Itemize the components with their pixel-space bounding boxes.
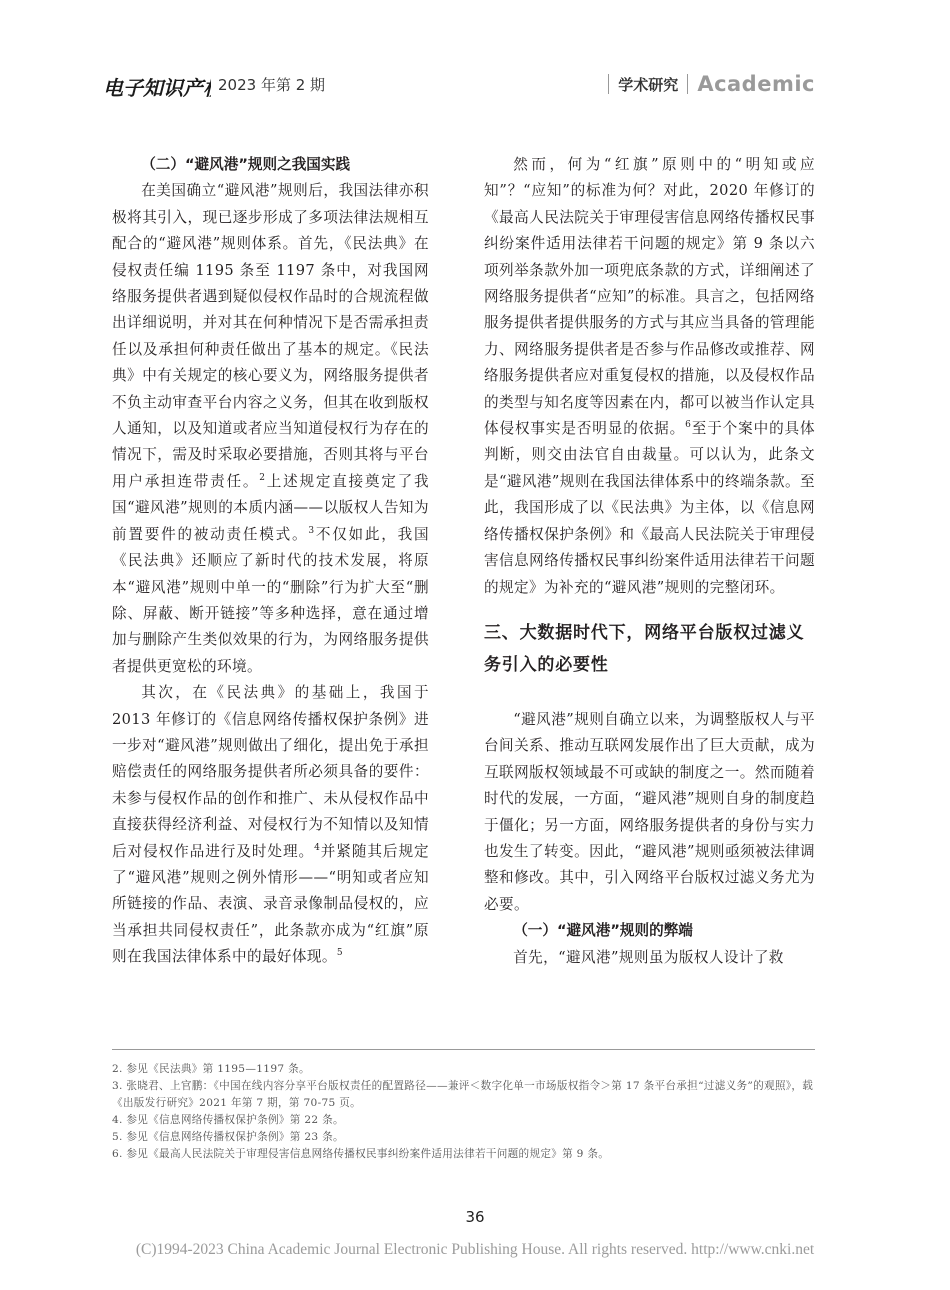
footnote-ref[interactable]: 6: [685, 420, 692, 431]
header-divider: [608, 74, 609, 94]
footnote: 5. 参见《信息网络传播权保护条例》第 23 条。: [112, 1131, 344, 1143]
left-column: [112, 152, 429, 971]
footnote-ref[interactable]: 2: [259, 473, 266, 484]
paragraph: 在美国确立“避风港”规则后，我国法律亦积极将其引入，现已逐步形成了多项法律法规相互配合的“避风港”规则体系。首先，《民法典》在侵权责任编 1195 条至 1197 条中，对我国网络服务提供者遇到疑似侵权作品时的合规流程做出详细说明，并对其在何种情况下是否需承担责任以及承担何种责任做出了基本的规定。《民法典》中有关规定的核心要义为，网络服务提供者不负主动审查平台内容之义务，但其在收到版权人通知，以及知道或者应当知道侵权行为存在的情况下，需及时采取必要措施，否则其将与平台用户承担连带责任。$^2$上述规定直接奠定了我国“避风港”规则的本质内涵——以版权人告知为前置要件的被动责任模式。$^3$不仅如此，我国《民法典》还顺应了新时代的技术发展，将原本“避风港”规则中单一的“删除”行为扩大至“删除、屏蔽、断开链接”等多种选择，意在通过增加与删除产生类似效果的行为，为网络服务提供者提供更宽松的环境。: [112, 182, 429, 675]
right-column: [484, 152, 815, 971]
header-right: [599, 69, 815, 99]
footnote-ref[interactable]: 3: [308, 525, 315, 536]
paragraph: “避风港”规则自确立以来，为调整版权人与平台间关系、推动互联网发展作出了巨大贡献，成为互联网版权领域最不可或缺的制度之一。然而随着时代的发展，一方面，“避风港”规则自身的制度趋于僵化；另一方面，网络服务提供者的身份与实力也发生了转变。因此，“避风港”规则亟须被法律调整和修改。其中，引入网络平台版权过滤义务尤为必要。: [484, 710, 815, 913]
footnote-ref[interactable]: 4: [314, 842, 321, 853]
header-divider: [687, 74, 688, 94]
copyright-notice: (C)1994-2023 China Academic Journal Electronic Publishing House. All rights reserved. http://www.cnki.net: [135, 1241, 815, 1258]
journal-logo: [103, 68, 211, 102]
section-heading: 三、大数据时代下，网络平台版权过滤义务引入的必要性: [484, 622, 805, 675]
footnote: 6. 参见《最高人民法院关于审理侵害信息网络传播权民事纠纷案件适用法律若干问题的规定》第 9 条。: [112, 1148, 610, 1160]
paragraph: 然而，何为“红旗”原则中的“明知或应知”？“应知”的标准为何？对此，2020 年修订的《最高人民法院关于审理侵害信息网络传播权民事纠纷案件适用法律若干问题的规定》第 9 条以六项列举条款外加一项兜底条款的方式，详细阐述了网络服务提供者“应知”的标准。具言之，包括网络服务提供者提供服务的方式与其应当具备的管理能力、网络服务提供者是否参与作品修改或推荐、网络服务提供者应对重复侵权的措施，以及侵权作品的类型与知名度等因素在内，都可以被当作认定具体侵权事实是否明显的依据。$^6$至于个案中的具体判断，则交由法官自由裁量。可以认为，此条文是“避风港”规则在我国法律体系中的终端条款。至此，我国形成了以《民法典》为主体，以《信息网络传播权保护条例》和《最高人民法院关于审理侵害信息网络传播权民事纠纷案件适用法律若干问题的规定》为补充的“避风港”规则的完整闭环。: [484, 156, 816, 596]
section-label: 学术研究: [618, 75, 679, 94]
subheading-drawbacks: （一）“避风港”规则的弊端: [513, 922, 693, 940]
academic-label: Academic: [697, 72, 815, 96]
paragraph: 首先，“避风港”规则虽为版权人设计了救: [513, 948, 784, 966]
subheading-practice: （二）“避风港”规则之我国实践: [141, 156, 351, 173]
page-number: 36: [465, 1208, 485, 1226]
footnote-divider: [112, 1049, 815, 1050]
footnotes: [112, 1061, 815, 1163]
footnote: 2. 参见《民法典》第 1195—1197 条。: [112, 1063, 310, 1075]
issue-label: 2023 年第 2 期: [218, 76, 326, 94]
journal-logo-text: 电子知识产权: [103, 76, 211, 100]
footnote-ref[interactable]: 5: [336, 948, 344, 959]
footnote: 4. 参见《信息网络传播权保护条例》第 22 条。: [112, 1114, 344, 1126]
footnote: 3. 张晓君、上官鹏：《中国在线内容分享平台版权责任的配置路径——兼评＜数字化单一市场版权指令＞第 17 条平台承担“过滤义务”的观照》，载《出版发行研究》2021 年第 7 期，第 70-75 页。: [112, 1080, 814, 1109]
paragraph: 其次，在《民法典》的基础上，我国于 2013 年修订的《信息网络传播权保护条例》进一步对“避风港”规则做出了细化，提出免于承担赔偿责任的网络服务提供者所必须具备的要件：未参与侵权作品的创作和推广、未从侵权作品中直接获得经济利益、对侵权行为不知情以及知情后对侵权作品进行及时处理。$^4$并紧随其后规定了“避风港”规则之例外情形——“明知或者应知所链接的作品、表演、录音录像制品侵权的，应当承担共同侵权责任”，此条款亦成为“红旗”原则在我国法律体系中的最好体现。$^5$: [112, 684, 429, 966]
